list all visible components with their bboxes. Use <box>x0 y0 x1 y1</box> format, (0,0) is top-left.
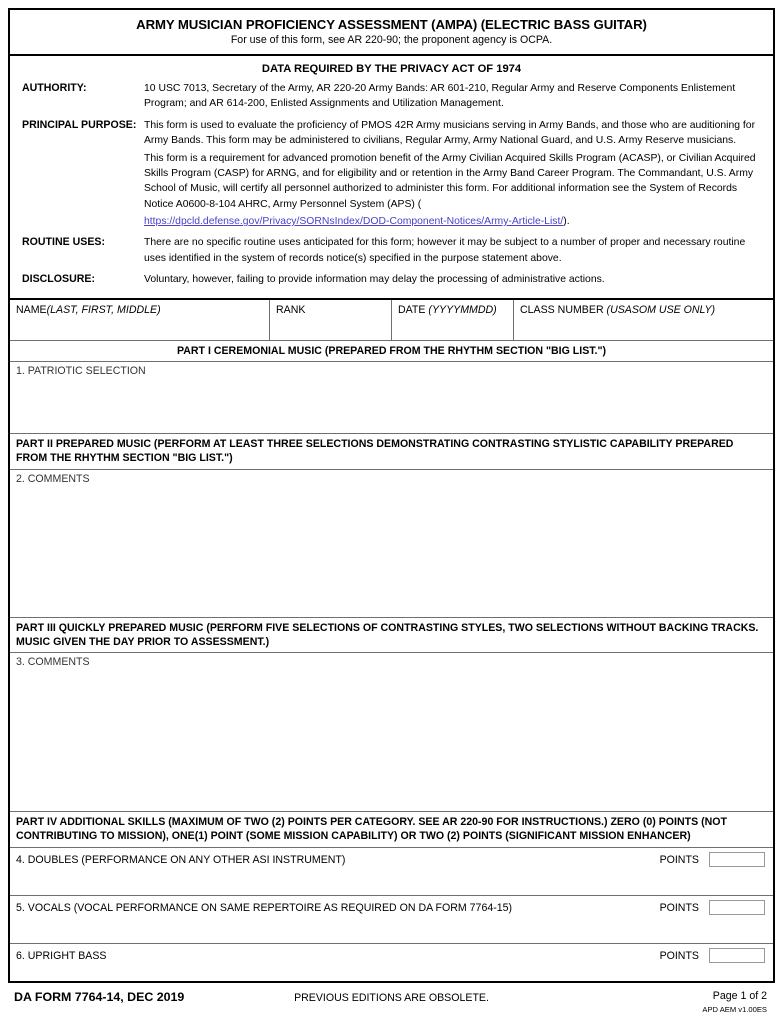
part-2-banner: PART II PREPARED MUSIC (PERFORM AT LEAST THREE SELECTIONS DEMONSTRATING CONTRASTING STYLISTIC CAPABILITY PREPARED FROM THE RHYTHM SECTION "BIG LIST.") <box>10 433 773 469</box>
skill-label-doubles: 4. DOUBLES (PERFORMANCE ON ANY OTHER ASI INSTRUMENT) <box>16 853 346 866</box>
part-2-item-label: 2. COMMENTS <box>10 469 773 485</box>
points-input-doubles[interactable] <box>709 852 765 867</box>
skill-row-upright-bass <box>10 943 773 991</box>
disclosure-label: DISCLOSURE: <box>22 273 95 286</box>
points-input-vocals[interactable] <box>709 900 765 915</box>
form-footer <box>8 988 775 1022</box>
form-frame <box>8 8 775 983</box>
identity-row <box>10 298 773 340</box>
disclosure-row <box>16 272 765 287</box>
routine-uses-label: ROUTINE USES: <box>22 236 105 249</box>
name-hint: (LAST, FIRST, MIDDLE) <box>46 303 161 316</box>
principal-purpose-paragraph-2: This form is a requirement for advanced promotion benefit of the Army Civilian Acquired Skills Program (ACASP), or Civilian Acquired Skills Program (CASP) for ARNG, and for eligibility and or retention in the Army Band Career Program. The Commandant, U.S. Army School of Music, will certify all personnel authorized to administer this form. For additional information see the System of Records Notice A0600-8-104 AHRC, Army Personnel System (APS) ( <box>144 152 756 210</box>
date-field[interactable] <box>392 300 514 340</box>
routine-uses-text: There are no specific routine uses anticipated for this form; however it may be subject to a number of proper and necessary routine uses identified in the system of records notice(s) specified in the purpose statement above. <box>144 237 746 264</box>
form-title: ARMY MUSICIAN PROFICIENCY ASSESSMENT (AMPA) (ELECTRIC BASS GUITAR) <box>136 17 647 32</box>
authority-text: 10 USC 7013, Secretary of the Army, AR 220-20 Army Bands: AR 601-210, Regular Army and Reserve Components Enlistement Program; and AR 614-200, Enlisted Assignments and Utilization Management. <box>144 82 736 110</box>
previous-editions-note: PREVIOUS EDITIONS ARE OBSOLETE. <box>294 992 489 1004</box>
points-word-doubles: POINTS <box>659 853 699 866</box>
principal-purpose-label: PRINCIPAL PURPOSE: <box>22 118 137 131</box>
page-number: Page 1 of 2 <box>712 990 767 1002</box>
points-word-upright-bass: POINTS <box>659 949 699 962</box>
rank-label: RANK <box>276 303 306 316</box>
routine-uses-row <box>16 235 765 266</box>
sorn-link-suffix: ). <box>563 216 570 228</box>
part-3-input-area[interactable] <box>10 668 773 811</box>
skill-row-doubles <box>10 847 773 895</box>
principal-purpose-text <box>144 118 765 230</box>
part-1-banner: PART I CEREMONIAL MUSIC (PREPARED FROM THE RHYTHM SECTION "BIG LIST.") <box>10 340 773 361</box>
form-identifier: DA FORM 7764-14, DEC 2019 <box>14 990 185 1004</box>
form-title-block <box>10 10 773 54</box>
part-1-input-area[interactable] <box>10 377 773 433</box>
points-input-upright-bass[interactable] <box>709 948 765 963</box>
name-field[interactable] <box>10 300 270 340</box>
name-label: NAME <box>16 303 47 316</box>
sorn-link[interactable]: https://dpcld.defense.gov/Privacy/SORNsIndex/DOD-Component-Notices/Army-Article-List/ <box>144 216 564 228</box>
principal-purpose-row <box>16 118 765 230</box>
sorn-link-paragraph <box>144 214 765 229</box>
apd-version: APD AEM v1.00ES <box>702 1005 767 1014</box>
part-4-banner: PART IV ADDITIONAL SKILLS (MAXIMUM OF TWO (2) POINTS PER CATEGORY. SEE AR 220-90 FOR INSTRUCTIONS.) ZERO (0) POINTS (NOT CONTRIBUTING TO MISSION), ONE(1) POINT (SOME MISSION CAPABILITY) OR TWO (2) POINTS (SIGNIFICANT MISSION ENHANCER) <box>10 811 773 847</box>
privacy-act-heading: DATA REQUIRED BY THE PRIVACY ACT OF 1974 <box>261 62 522 75</box>
part-3-banner: PART III QUICKLY PREPARED MUSIC (PERFORM FIVE SELECTIONS OF CONTRASTING STYLES, TWO SELECTIONS WITHOUT BACKING TRACKS. MUSIC GIVEN THE DAY PRIOR TO ASSESSMENT.) <box>10 617 773 653</box>
class-number-hint: (USASOM USE ONLY) <box>606 303 716 316</box>
skill-label-vocals: 5. VOCALS (VOCAL PERFORMANCE ON SAME REPERTOIRE AS REQUIRED ON DA FORM 7764-15) <box>16 901 513 914</box>
form-subtitle: For use of this form, see AR 220-90; the proponent agency is OCPA. <box>230 34 553 47</box>
authority-label: AUTHORITY: <box>22 81 87 94</box>
part-1-item-label: 1. PATRIOTIC SELECTION <box>10 361 773 377</box>
part-2-input-area[interactable] <box>10 485 773 617</box>
privacy-act-block <box>10 81 773 298</box>
date-hint: (YYYYMMDD) <box>428 303 497 316</box>
part-3-item-label: 3. COMMENTS <box>10 652 773 668</box>
date-label: DATE <box>398 303 426 316</box>
disclosure-text: Voluntary, however, failing to provide information may delay the processing of administrative actions. <box>144 274 605 286</box>
class-number-label: CLASS NUMBER <box>520 303 604 316</box>
authority-row <box>16 81 765 112</box>
points-word-vocals: POINTS <box>659 901 699 914</box>
skill-label-upright-bass: 6. UPRIGHT BASS <box>16 949 107 962</box>
skill-row-vocals <box>10 895 773 943</box>
class-number-field[interactable] <box>514 300 773 340</box>
rank-field[interactable] <box>270 300 392 340</box>
principal-purpose-paragraph-1: This form is used to evaluate the proficiency of PMOS 42R Army musicians serving in Army Bands, and those who are auditioning for Army Bands. This form may be administered to civilians, Regular Army, Army National Guard, and U.S. Army Reserve musicians. <box>144 119 756 147</box>
